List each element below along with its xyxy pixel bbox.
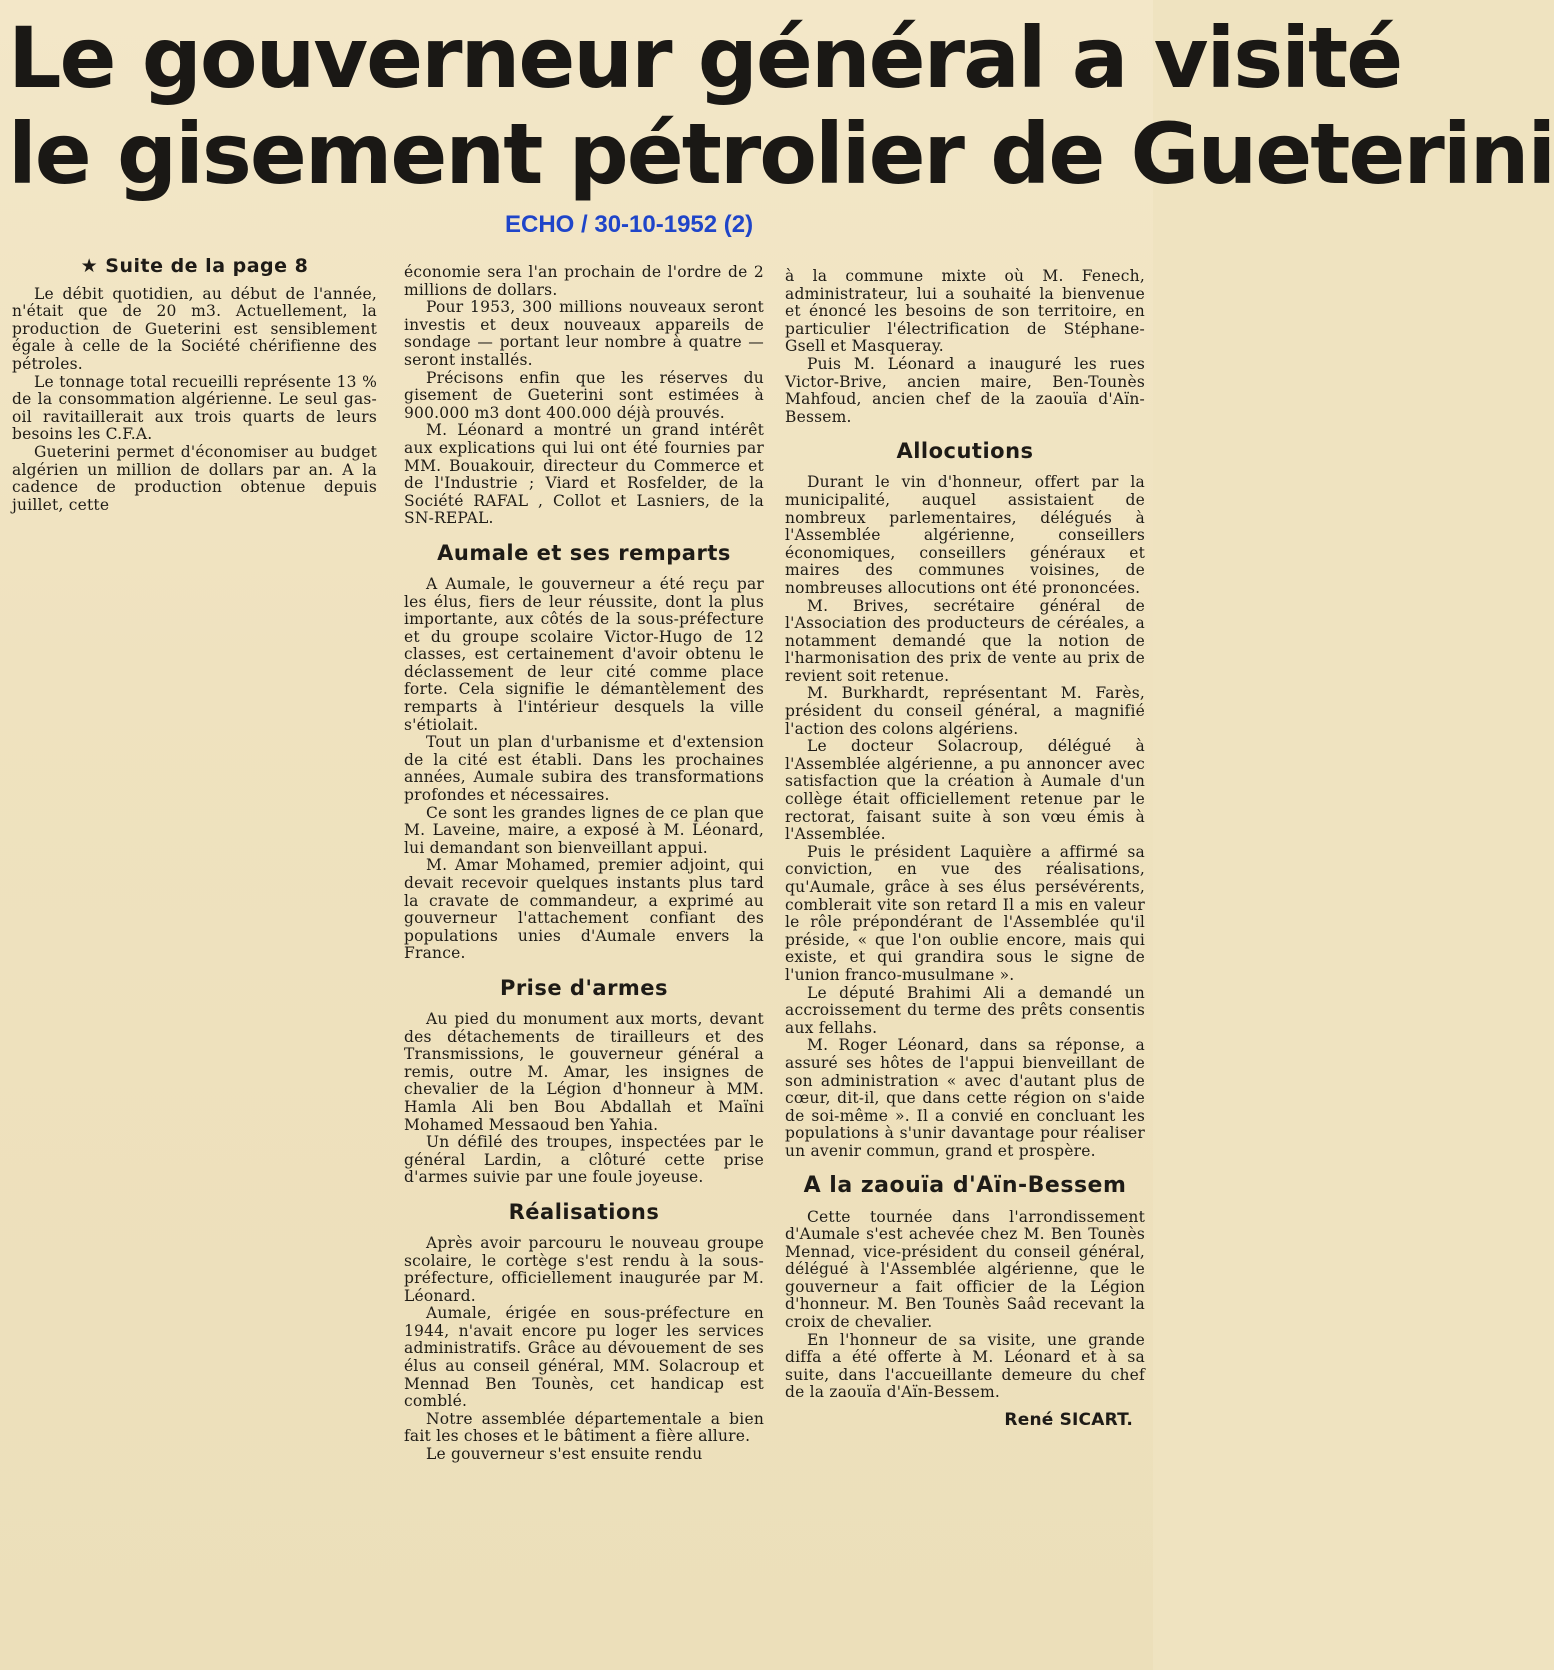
paragraph: Gueterini permet d'économiser au budget algérien un million de dollars par an. A la cadence de production obtenue depuis juillet, cette [12,442,377,514]
continued-from-label: ★ Suite de la page 8 [80,255,309,277]
paragraph: M. Léonard a montré un grand intérêt aux explications qui lui ont été fournies par MM. Bouakouir, directeur du Commerce et de l'Industrie ; Viard et Rosfelder, de la Société RAFAL , Collot et Lasniers, de la SN-REPAL. [404,421,764,528]
paragraph: Un défilé des troupes, inspectées par le général Lardin, a clôturé cette prise d'armes suivie par une foule joyeuse. [404,1133,764,1187]
subheading-realisations: Réalisations [508,1199,660,1224]
paragraph: Ce sont les grandes lignes de ce plan que M. Laveine, maire, a exposé à M. Léonard, lui demandant son bienveillant appui. [404,803,764,857]
paragraph: Notre assemblée départementale a bien fait les choses et le bâtiment a fière allure. [404,1409,764,1446]
paragraph: Après avoir parcouru le nouveau groupe scolaire, le cortège s'est rendu à la sous-préfecture, officiellement inaugurée par M. Léonard. [404,1233,764,1305]
paragraph: Le débit quotidien, au début de l'année, n'était que de 20 m3. Actuellement, la production de Gueterini est sensiblement égale à celle de la Société chérifienne des pétroles. [12,284,377,373]
paragraph: Cette tournée dans l'arrondissement d'Aumale s'est achevée chez M. Ben Tounès Mennad, vice-président du conseil général, délégué à l'Assemblée algérienne, que le gouverneur a fait officier de la Légion d'honneur. M. Ben Tounès Saâd recevant la croix de chevalier. [785,1207,1145,1332]
paragraph: En l'honneur de sa visite, une grande diffa a été offerte à M. Léonard et à sa suite, dans l'accueillante demeure du chef de la zaouïa d'Aïn-Bessem. [785,1330,1145,1402]
paragraph: Précisons enfin que les réserves du gisement de Gueterini sont estimées à 900.000 m3 dont 400.000 déjà prouvés. [404,368,764,422]
headline-line-2: le gisement pétrolier de Gueterini [8,105,1554,203]
paragraph: A Aumale, le gouverneur a été reçu par les élus, fiers de leur réussite, dont la plus importante, aux côtés de la sous-préfecture et du groupe scolaire Victor-Hugo de 12 classes, est certainement d'avoir obtenu le déclassement de leur cité comme place forte. Cela signifie le démantèlement des remparts à l'intérieur desquels la ville s'étiolait. [404,574,764,734]
column-1 [12,255,377,514]
paragraph: Puis le président Laquière a affirmé sa conviction, en vue des réalisations, qu'Aumale, grâce à ses élus persévérents, comblerait vite son retard Il a mis en valeur le rôle prépondérant de l'Assemblée qu'il préside, « que l'on oublie encore, mais qui existe, et qui grandira sous le signe de l'union franco-musulmane ». [785,842,1145,984]
source-stamp: ECHO / 30-10-1952 (2) [505,211,754,238]
subheading-prise-darmes: Prise d'armes [499,975,669,1000]
paragraph: Au pied du monument aux morts, devant des détachements de tirailleurs et des Transmissions, le gouverneur général a remis, outre M. Amar, les insignes de chevalier de la Légion d'honneur à MM. Hamla Ali ben Bou Abdallah et Maïni Mohamed Messaoud ben Yahia. [404,1009,764,1134]
headline-line-1: Le gouverneur général a visité [8,9,1402,107]
paragraph: M. Burkhardt, représentant M. Farès, président du conseil général, a magnifié l'action des colons algériens. [785,684,1145,738]
column-2 [404,264,764,1464]
paragraph: Tout un plan d'urbanisme et d'extension de la cité est établi. Dans les prochaines années, Aumale subira des transformations profondes et nécessaires. [404,733,764,805]
paragraph: Aumale, érigée en sous-préfecture en 1944, n'avait encore pu loger les services administratifs. Grâce au dévouement de ses élus au conseil général, MM. Solacroup et Mennad Ben Tounès, cet handicap est comblé. [404,1304,764,1411]
paragraph: économie sera l'an prochain de l'ordre de 2 millions de dollars. [404,263,764,299]
subheading-zaouia: A la zaouïa d'Aïn-Bessem [803,1172,1127,1198]
paragraph: Pour 1953, 300 millions nouveaux seront investis et deux nouveaux appareils de sondage — portant leur nombre à quatre — seront installés. [404,298,764,369]
author-signature: René SICART. [1004,1410,1133,1431]
paragraph: Durant le vin d'honneur, offert par la municipalité, auquel assistaient de nombreux parlementaires, délégués à l'Assemblée algérienne, conseillers économiques, conseillers généraux et maires des communes voisines, de nombreuses allocutions ont été prononcées. [785,473,1145,597]
paragraph: M. Roger Léonard, dans sa réponse, a assuré ses hôtes de l'appui bienveillant de son administration « avec d'autant plus de cœur, dit-il, que dans cette région on s'aide de soi-même ». Il a convié en concluant les populations à s'unir davantage pour réaliser un avenir commun, grand et prospère. [785,1036,1145,1160]
paragraph: Le gouverneur s'est ensuite rendu [426,1445,703,1464]
subheading-allocutions: Allocutions [896,439,1034,464]
paragraph: M. Amar Mohamed, premier adjoint, qui devait recevoir quelques instants plus tard la cravate de commandeur, a exprimé au gouverneur l'attachement confiant des populations unies d'Aumale envers la France. [404,856,764,963]
paragraph: M. Brives, secrétaire général de l'Association des producteurs de céréales, a notamment demandé que la notion de l'harmonisation des prix de vente au prix de revient soit retenue. [785,596,1145,685]
paragraph: Le tonnage total recueilli représente 13 % de la consommation algérienne. Le seul gas-oil ravitaillerait aux trois quarts de leurs besoins les C.F.A. [12,372,377,444]
paragraph: à la commune mixte où M. Fenech, administrateur, lui a souhaité la bienvenue et énoncé les besoins de son territoire, en particulier l'électrification de Stéphane-Gsell et Masqueray. [785,267,1145,356]
paragraph: Puis M. Léonard a inauguré les rues Victor-Brive, ancien maire, Ben-Tounès Mahfoud, ancien chef de la zaouïa d'Aïn-Bessem. [785,354,1145,426]
subheading-aumale: Aumale et ses remparts [437,540,731,565]
paragraph: Le député Brahimi Ali a demandé un accroissement du terme des prêts consentis aux fellahs. [785,983,1145,1037]
paragraph: Le docteur Solacroup, délégué à l'Assemblée algérienne, a pu annoncer avec satisfaction que la création à Aumale d'un collège était officiellement retenue par le rectorat, faisant suite à son vœu émis à l'Assemblée. [785,737,1145,844]
column-3 [785,268,1145,1430]
headline [8,9,1554,203]
